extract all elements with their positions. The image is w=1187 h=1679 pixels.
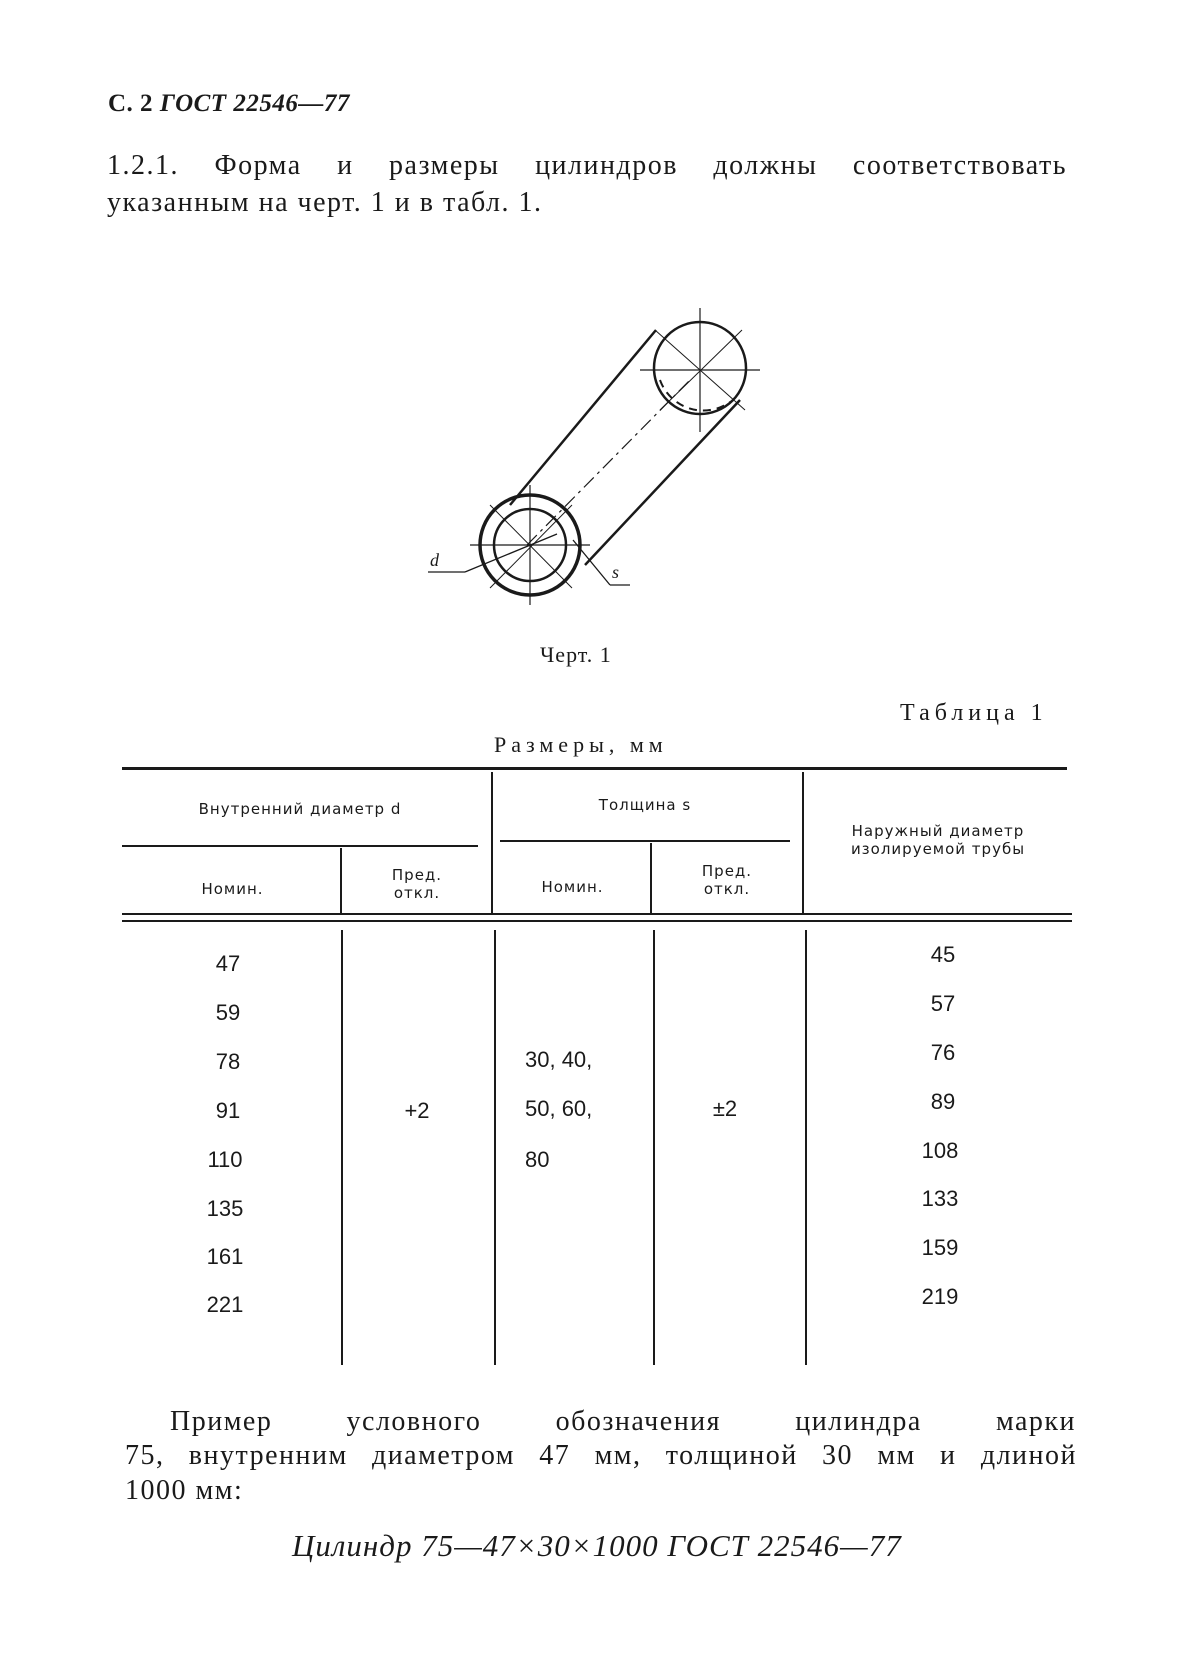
col-divider-2b (494, 930, 496, 1365)
header-inner-nominal: Номин. (201, 880, 264, 898)
standard-number: ГОСТ 22546—77 (159, 90, 350, 117)
outer-diameter-cell: 89 (930, 1089, 956, 1114)
header-thickness-tolerance-line-1: Пред. (701, 862, 753, 880)
col-divider-4a (802, 772, 804, 913)
col-divider-4b (805, 930, 807, 1365)
outer-diameter-cell: 159 (921, 1235, 959, 1260)
inner-nominal-cell: 110 (207, 1147, 243, 1172)
table-top-rule (122, 767, 1067, 770)
inner-nominal-cell: 221 (206, 1292, 244, 1317)
figure-caption: Черт. 1 (540, 642, 612, 667)
header-thickness-tolerance-line-2: откл. (703, 880, 751, 898)
table-header-rule-2 (122, 920, 1072, 922)
header-outer-diameter (808, 822, 1068, 858)
example-line-2: 75, внутренним диаметром 47 мм, толщиной 30 мм и длиной (125, 1440, 1077, 1471)
outer-diameter-cell: 108 (921, 1138, 959, 1163)
example-line-3: 1000 мм: (125, 1475, 244, 1506)
inner-tolerance-cell: +2 (404, 1098, 430, 1123)
thickness-nominal-cell: 80 (525, 1147, 550, 1172)
outer-diameter-cell: 45 (930, 942, 956, 967)
thickness-nominal-cell: 50, 60, (525, 1096, 593, 1121)
col-divider-2a (491, 772, 493, 913)
example-line-1: Пример условного обозначения цилиндра марки (170, 1406, 1076, 1437)
thickness-tolerance-cell: ±2 (712, 1096, 738, 1121)
inner-nominal-cell: 59 (215, 1000, 241, 1025)
table-title: Таблица 1 (900, 700, 1048, 726)
example-designation: Цилиндр 75—47×30×1000 ГОСТ 22546—77 (292, 1528, 902, 1563)
header-inner-tolerance-line-2: откл. (393, 884, 441, 902)
header-outer-diameter-line-2: изолируемой трубы (850, 840, 1026, 858)
col-divider-3b (653, 930, 655, 1365)
inner-nominal-cell: 78 (215, 1049, 241, 1074)
thickness-nominal-cell: 30, 40, (525, 1047, 593, 1072)
header-thickness-tolerance (652, 862, 802, 898)
header-outer-diameter-line-1: Наружный диаметр (851, 822, 1025, 840)
header-inner-tolerance-line-1: Пред. (391, 866, 443, 884)
outer-diameter-cell: 76 (930, 1040, 956, 1065)
inner-nominal-cell: 47 (215, 951, 241, 976)
inner-nominal-cell: 161 (206, 1244, 244, 1269)
label-d: d (430, 550, 439, 570)
inner-nominal-cell: 91 (215, 1098, 241, 1123)
inner-nominal-cell: 135 (206, 1196, 244, 1221)
thickness-subrule (500, 840, 790, 842)
header-thickness-nominal: Номин. (541, 878, 604, 896)
outer-diameter-cell: 133 (921, 1186, 959, 1211)
label-s: s (612, 562, 620, 582)
page-number: С. 2 (108, 90, 154, 117)
intro-line-1: 1.2.1. Форма и размеры цилиндров должны соответствовать (107, 150, 1067, 181)
outer-diameter-cell: 219 (921, 1284, 959, 1309)
header-thickness: Толщина s (598, 796, 692, 814)
header-inner-diameter: Внутренний диаметр d (198, 800, 402, 818)
header-inner-tolerance (343, 866, 491, 902)
inner-diam-subrule (122, 845, 478, 847)
outer-diameter-cell: 57 (930, 991, 956, 1016)
table-units: Размеры, мм (494, 732, 668, 757)
col-divider-1b (341, 930, 343, 1365)
intro-line-2: указанным на черт. 1 и в табл. 1. (107, 187, 543, 218)
table-header-rule-1 (122, 913, 1072, 915)
col-divider-1a (340, 848, 342, 913)
